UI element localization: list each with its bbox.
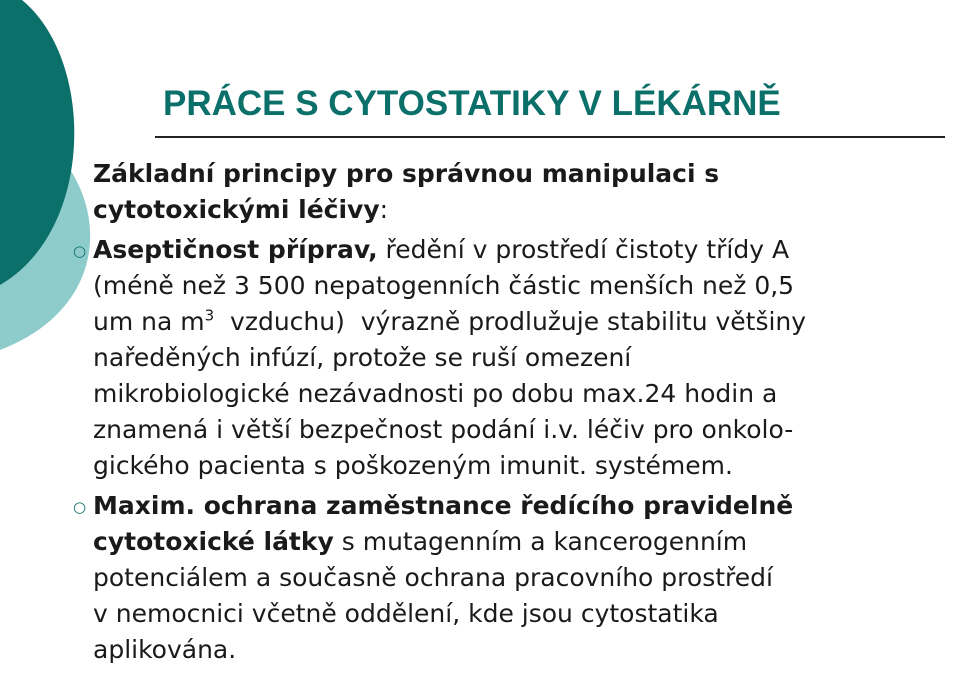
bullet-ochrana bbox=[73, 488, 953, 668]
intro-line-2 bbox=[93, 192, 953, 228]
bullet-2-line-3: potenciálem a současně ochrana pracovního prostředí bbox=[93, 563, 773, 592]
intro-paragraph bbox=[93, 156, 953, 228]
bullet-2-line-5: aplikována. bbox=[93, 635, 237, 664]
bullet-1-line-3-pre: um na m bbox=[93, 307, 205, 336]
bullet-1-line-1 bbox=[93, 232, 953, 268]
bullet-1-line-2: (méně než 3 500 nepatogenních částic menších než 0,5 bbox=[93, 271, 795, 300]
bullet-1-line-6: znamená i větší bezpečnost podání i.v. léčiv pro onkolo- bbox=[93, 415, 794, 444]
hollow-circle-bullet-icon: ○ bbox=[73, 498, 87, 516]
bullet-1-lead-rest: ředění v prostředí čistoty třídy A bbox=[377, 235, 790, 264]
bullet-2-line-2-bold: cytotoxické látky bbox=[93, 527, 334, 556]
bullet-2-line-4: v nemocnici včetně oddělení, kde jsou cytostatika bbox=[93, 599, 719, 628]
bullet-1-line-3 bbox=[93, 304, 953, 340]
hollow-circle-bullet-icon: ○ bbox=[73, 242, 87, 260]
slide-title: PRÁCE S CYTOSTATIKY V LÉKÁRNĚ bbox=[163, 84, 781, 123]
bullet-1-line-3-post: vzduchu) výrazně prodlužuje stabilitu většiny bbox=[214, 307, 807, 336]
bullet-2-line-1: Maxim. ochrana zaměstnance ředícího pravidelně bbox=[93, 491, 794, 520]
bullet-1-line-7: gického pacienta s poškozeným imunit. systémem. bbox=[93, 451, 733, 480]
bullet-2-line-2 bbox=[93, 524, 953, 560]
intro-line-2-rest: : bbox=[379, 195, 389, 224]
bullet-1-line-5: mikrobiologické nezávadnosti po dobu max.24 hodin a bbox=[93, 379, 778, 408]
slide-content bbox=[73, 156, 953, 672]
bullet-asepticnost bbox=[73, 232, 953, 484]
intro-line-1: Základní principy pro správnou manipulaci s bbox=[93, 159, 720, 188]
intro-line-2-bold: cytotoxickými léčivy bbox=[93, 195, 380, 224]
bullet-1-line-3-sup: 3 bbox=[204, 306, 215, 325]
bullet-2-line-2-rest: s mutagenním a kancerogenním bbox=[333, 527, 748, 556]
bullet-1-lead-bold: Aseptičnost příprav, bbox=[93, 235, 378, 264]
bullet-1-line-4: naředěných infúzí, protože se ruší omezení bbox=[93, 343, 632, 372]
title-underline bbox=[155, 136, 945, 138]
